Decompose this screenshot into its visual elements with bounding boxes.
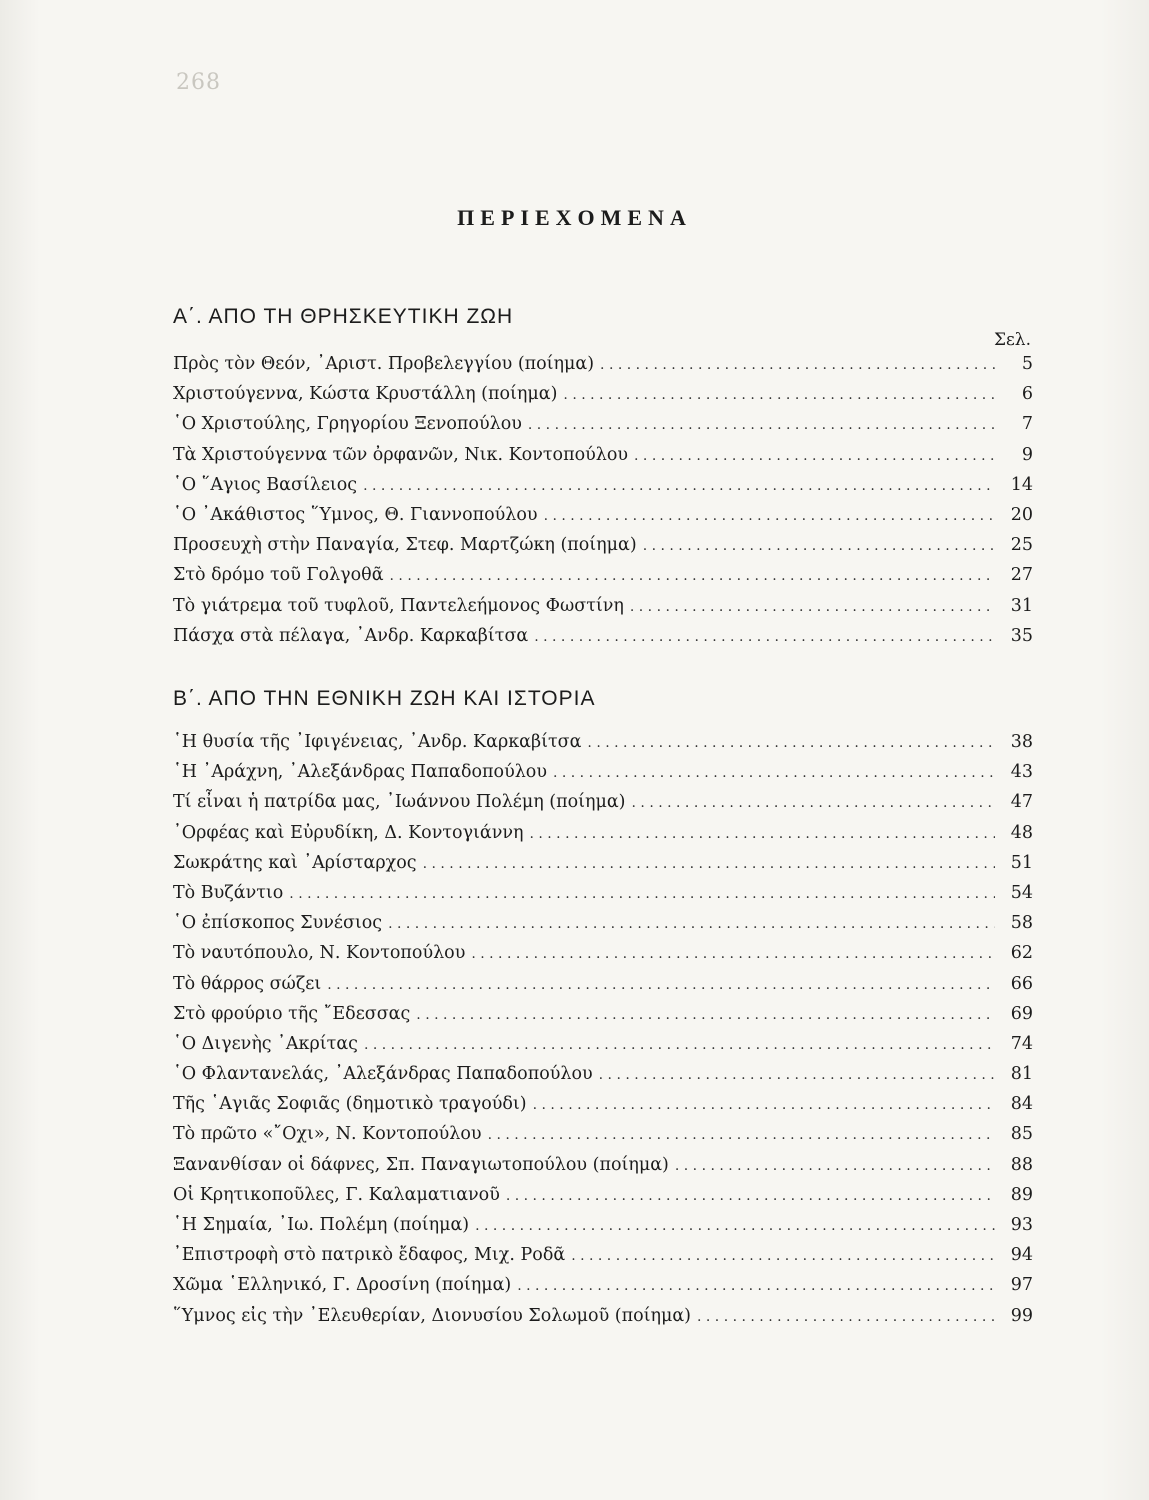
- toc-entry: [173, 1124, 1033, 1154]
- dot-leader: [534, 629, 995, 645]
- dot-leader: [390, 568, 995, 584]
- toc-entry-page: 38: [1010, 732, 1033, 752]
- toc-entry-title: Σωκράτης καὶ ᾿Αρίσταρχος: [173, 852, 417, 873]
- toc-entry-page: 5: [1021, 354, 1033, 374]
- toc-entry-page: 94: [1010, 1245, 1033, 1266]
- toc-entry: [173, 565, 1033, 595]
- toc-entry-title: ᾿Επιστροφὴ στὸ πατρικὸ ἔδαφος, Μιχ. Ροδᾶ: [173, 1245, 566, 1266]
- toc-entry-title: Τὸ ναυτόπουλο, Ν. Κοντοπούλου: [173, 943, 466, 964]
- dot-leader: [388, 916, 995, 932]
- dot-leader: [630, 599, 995, 615]
- toc-entry-title: Χῶμα ῾Ελληνικό, Γ. Δροσίνη (ποίημα): [173, 1275, 512, 1296]
- toc-entry: [173, 354, 1033, 384]
- toc-entry: [173, 792, 1033, 822]
- toc-entry: [173, 1034, 1033, 1064]
- toc-entry-title: Πρὸς τὸν Θεόν, ᾿Αριστ. Προβελεγγίου (ποίημα): [173, 354, 595, 374]
- toc-entry-title: ῾Η ᾿Αράχνη, ᾿Αλεξάνδρας Παπαδοπούλου: [173, 762, 547, 783]
- toc-entry-title: ῾Η Σημαία, ᾿Ιω. Πολέμη (ποίημα): [173, 1215, 470, 1235]
- toc-entry-page: 7: [1021, 414, 1033, 435]
- toc-entry-page: 99: [1010, 1305, 1033, 1326]
- dot-leader: [506, 1188, 995, 1204]
- toc-entry: [173, 1185, 1033, 1215]
- toc-entry: [173, 1275, 1033, 1305]
- toc-entry-title: Τὸ Βυζάντιο: [173, 882, 284, 903]
- toc-entry-title: Τὸ θάρρος σώζει: [173, 973, 322, 994]
- toc-entry-title: Οἱ Κρητικοποῦλες, Γ. Καλαματιανοῦ: [173, 1184, 500, 1205]
- toc-entry-title: ῾Ο Διγενὴς ᾿Ακρίτας: [173, 1033, 358, 1054]
- dot-leader: [488, 1127, 995, 1143]
- toc-entry-page: 48: [1010, 822, 1033, 843]
- page-title: ΠΕΡΙΕΧΟΜΕΝΑ: [457, 205, 692, 230]
- toc-entry: [173, 853, 1033, 883]
- toc-entry-page: 66: [1010, 973, 1033, 994]
- toc-entry: [173, 883, 1033, 913]
- toc-entry-title: ῾Ο ἐπίσκοπος Συνέσιος: [173, 913, 383, 934]
- toc-entry: [173, 414, 1033, 444]
- toc-entry-title: Τὰ Χριστούγεννα τῶν ὀρφανῶν, Νικ. Κοντοπούλου: [173, 444, 629, 465]
- dot-leader: [571, 1248, 995, 1264]
- toc-entry-page: 81: [1010, 1064, 1033, 1085]
- toc-entry-page: 20: [1010, 504, 1033, 525]
- dot-leader: [528, 417, 995, 433]
- dot-leader: [363, 478, 995, 494]
- toc-entry: [173, 505, 1033, 535]
- toc-entry-title: ῾Ο ᾿Ακάθιστος ῞Υμνος, Θ. Γιαννοπούλου: [173, 504, 538, 525]
- toc-entry-title: Τί εἶναι ἡ πατρίδα μας, ᾿Ιωάννου Πολέμη (ποίημα): [173, 792, 626, 813]
- dot-leader: [364, 1037, 995, 1053]
- toc-entry-title: ῞Υμνος εἰς τὴν ᾿Ελευθερίαν, Διονυσίου Σολωμοῦ (ποίημα): [173, 1305, 691, 1326]
- toc-entry: [173, 626, 1033, 656]
- dot-leader: [289, 886, 995, 902]
- toc-entry: [173, 1245, 1033, 1275]
- dot-leader: [600, 357, 995, 373]
- toc-entry-page: 35: [1010, 625, 1033, 646]
- toc-entry-title: Χριστούγεννα, Κώστα Κρυστάλλη (ποίημα): [173, 384, 558, 405]
- toc-entry-title: Στὸ δρόμο τοῦ Γολγοθᾶ: [173, 565, 384, 586]
- toc-entry-page: 47: [1010, 792, 1033, 813]
- toc-entry: [173, 913, 1033, 943]
- toc-section-a: [173, 354, 1033, 656]
- dot-leader: [697, 1309, 995, 1325]
- toc-entry: [173, 596, 1033, 626]
- toc-entry-page: 93: [1010, 1215, 1033, 1235]
- toc-entry-title: Τῆς ῾Αγιᾶς Σοφιᾶς (δημοτικὸ τραγούδι): [173, 1094, 527, 1115]
- toc-entry-title: Τὸ πρῶτο «῎Οχι», Ν. Κοντοπούλου: [173, 1124, 482, 1145]
- dot-leader: [599, 1067, 995, 1083]
- toc-entry: [173, 1215, 1033, 1245]
- toc-entry-title: ῾Ο Χριστούλης, Γρηγορίου Ξενοπούλου: [173, 414, 522, 435]
- dot-leader: [553, 765, 995, 781]
- dot-leader: [587, 735, 995, 751]
- toc-entry-page: 25: [1010, 535, 1033, 556]
- dot-leader: [529, 826, 995, 842]
- toc-entry-page: 6: [1021, 384, 1033, 405]
- toc-entry-page: 88: [1010, 1154, 1033, 1175]
- toc-entry: [173, 823, 1033, 853]
- toc-entry: [173, 943, 1033, 973]
- dot-leader: [675, 1158, 995, 1174]
- toc-entry-title: ᾿Ορφέας καὶ Εὐρυδίκη, Δ. Κοντογιάννη: [173, 822, 524, 843]
- toc-entry: [173, 974, 1033, 1004]
- dot-leader: [634, 448, 995, 464]
- toc-entry: [173, 384, 1033, 414]
- page-number: 268: [176, 70, 221, 95]
- section-heading-b: Β΄. ΑΠΟ ΤΗΝ ΕΘΝΙΚΗ ΖΩΗ ΚΑΙ ΙΣΤΟΡΙΑ: [173, 687, 596, 710]
- toc-entry-page: 84: [1010, 1094, 1033, 1115]
- toc-entry: [173, 1064, 1033, 1094]
- dot-leader: [423, 856, 995, 872]
- dot-leader: [563, 387, 995, 403]
- toc-entry: [173, 732, 1033, 762]
- toc-entry: [173, 535, 1033, 565]
- dot-leader: [327, 977, 995, 993]
- toc-entry-page: 62: [1010, 943, 1033, 964]
- toc-entry-page: 51: [1010, 852, 1033, 873]
- dot-leader: [475, 1218, 995, 1234]
- toc-entry-title: Στὸ φρούριο τῆς ῎Εδεσσας: [173, 1003, 411, 1024]
- dot-leader: [533, 1097, 995, 1113]
- toc-entry-page: 14: [1010, 474, 1033, 495]
- dot-leader: [643, 538, 995, 554]
- toc-entry-page: 27: [1010, 565, 1033, 586]
- toc-entry: [173, 1306, 1033, 1336]
- toc-entry: [173, 445, 1033, 475]
- toc-entry-title: ῾Ο ῞Αγιος Βασίλειος: [173, 474, 358, 495]
- toc-section-b: [173, 732, 1033, 1336]
- toc-entry-title: Ξανανθίσαν οἱ δάφνες, Σπ. Παναγιωτοπούλου (ποίημα): [173, 1154, 669, 1175]
- section-heading-a: Α΄. ΑΠΟ ΤΗ ΘΡΗΣΚΕΥΤΙΚΗ ΖΩΗ: [173, 305, 514, 328]
- toc-entry-page: 85: [1010, 1124, 1033, 1145]
- toc-entry: [173, 475, 1033, 505]
- dot-leader: [416, 1007, 995, 1023]
- toc-entry-page: 74: [1010, 1033, 1033, 1054]
- page-column-label: Σελ.: [993, 330, 1031, 350]
- toc-entry-title: Τὸ γιάτρεμα τοῦ τυφλοῦ, Παντελεήμονος Φωστίνη: [173, 595, 624, 616]
- dot-leader: [632, 795, 995, 811]
- toc-entry-page: 31: [1010, 595, 1033, 616]
- dot-leader: [544, 508, 995, 524]
- toc-entry-page: 97: [1010, 1275, 1033, 1296]
- toc-entry: [173, 1094, 1033, 1124]
- toc-entry-title: Προσευχὴ στὴν Παναγία, Στεφ. Μαρτζώκη (ποίημα): [173, 535, 637, 556]
- toc-entry-page: 69: [1010, 1003, 1033, 1024]
- toc-entry-title: ῾Η θυσία τῆς ᾿Ιφιγένειας, ᾿Ανδρ. Καρκαβίτσα: [173, 732, 582, 752]
- toc-entry-title: Πάσχα στὰ πέλαγα, ᾿Ανδρ. Καρκαβίτσα: [173, 625, 529, 646]
- toc-entry: [173, 1004, 1033, 1034]
- toc-entry-page: 9: [1021, 444, 1033, 465]
- toc-entry-title: ῾Ο Φλαντανελάς, ᾿Αλεξάνδρας Παπαδοπούλου: [173, 1064, 593, 1085]
- toc-entry: [173, 762, 1033, 792]
- dot-leader: [517, 1278, 995, 1294]
- toc-entry-page: 89: [1010, 1184, 1033, 1205]
- toc-entry-page: 43: [1010, 762, 1033, 783]
- toc-entry: [173, 1155, 1033, 1185]
- toc-entry-page: 54: [1010, 882, 1033, 903]
- dot-leader: [471, 946, 995, 962]
- toc-entry-page: 58: [1010, 913, 1033, 934]
